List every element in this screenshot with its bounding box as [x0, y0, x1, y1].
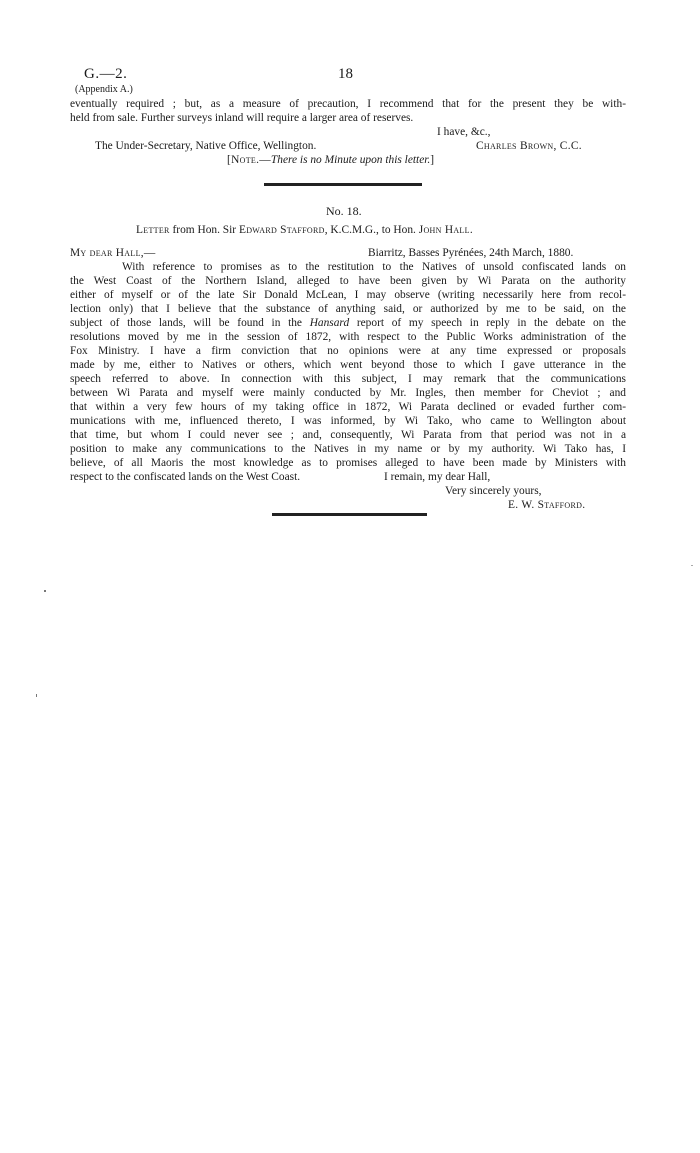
body-line: that time, but whom I could never see ; and, consequently, Wi Parata from that period was not in a: [70, 429, 626, 441]
valediction: I have, &c.,: [437, 126, 491, 138]
series-reference: G.—2.: [84, 66, 128, 82]
appendix-reference: (Appendix A.): [75, 84, 133, 95]
closing: I remain, my dear Hall,: [384, 471, 491, 483]
body-line: that within a very few hours of my taking office in 1872, Wi Parata declined or evaded further com-: [70, 401, 626, 413]
body-line: subject of those lands, will be found in the Hansard report of my speech in reply in the debate on the: [70, 317, 626, 329]
body-line: position to make any communications to the Natives in my name or by my authority. Wi Tako has, I: [70, 443, 626, 455]
signature: Charles Brown, C.C.: [476, 140, 582, 152]
body-line: made by me, either to Natives or others, which went beyond those to which I gave utterance in the: [70, 359, 626, 371]
body-line: With reference to promises as to the restitution to the Natives of unsold confiscated lands on: [122, 261, 626, 273]
page-number: 18: [338, 66, 353, 82]
body-line: the West Coast of the Northern Island, alleged to have been given by Wi Parata on the authority: [70, 275, 626, 287]
closing-line-2: Very sincerely yours,: [445, 485, 542, 497]
body-line: speech referred to above. In connection with this subject, I may remark that the communications: [70, 373, 626, 385]
scan-speck: [44, 590, 46, 592]
addressee: The Under-Secretary, Native Office, Wellington.: [95, 140, 317, 152]
body-line: Fox Ministry. I have a firm conviction that no opinions were at any time expressed or proposals: [70, 345, 626, 357]
body-line: resolutions moved by me in the session of 1872, with respect to the Public Works administration of the: [70, 331, 626, 343]
section-divider: [272, 513, 427, 516]
salutation: My dear Hall,—: [70, 247, 156, 259]
signature: E. W. Stafford.: [508, 499, 586, 511]
section-divider: [264, 183, 422, 186]
scan-speck: [691, 565, 693, 566]
body-line: either of myself or of the late Sir Donald McLean, I may observe (writing necessarily here from recol-: [70, 289, 626, 301]
paragraph-line: held from sale. Further surveys inland will require a larger area of reserves.: [70, 112, 414, 124]
scan-speck: [36, 694, 37, 697]
body-line: munications with me, influenced thereto, I was informed, by Wi Tako, who came to Wellington about: [70, 415, 626, 427]
hansard-reference: Hansard: [309, 317, 350, 329]
body-line: between Wi Parata and myself were mainly conducted by Mr. Ingles, then member for Cheviot ; and: [70, 387, 626, 399]
editorial-note: [Note.—There is no Minute upon this letter.]: [227, 154, 435, 166]
place-date: Biarritz, Basses Pyrénées, 24th March, 1880.: [368, 247, 574, 259]
paragraph-line: eventually required ; but, as a measure of precaution, I recommend that for the present they be with-: [70, 98, 626, 110]
body-line: believe, of all Maoris the most knowledge as to promises alleged to have been made by Ministers with: [70, 457, 626, 469]
body-line: respect to the confiscated lands on the West Coast.: [70, 471, 301, 483]
letter-title: Letter from Hon. Sir Edward Stafford, K.C.M.G., to Hon. John Hall.: [136, 224, 473, 236]
letter-number: No. 18.: [326, 204, 362, 218]
body-line: lection only) that I believe that the substance of anything said, or authorized by me to be said, on the: [70, 303, 626, 315]
